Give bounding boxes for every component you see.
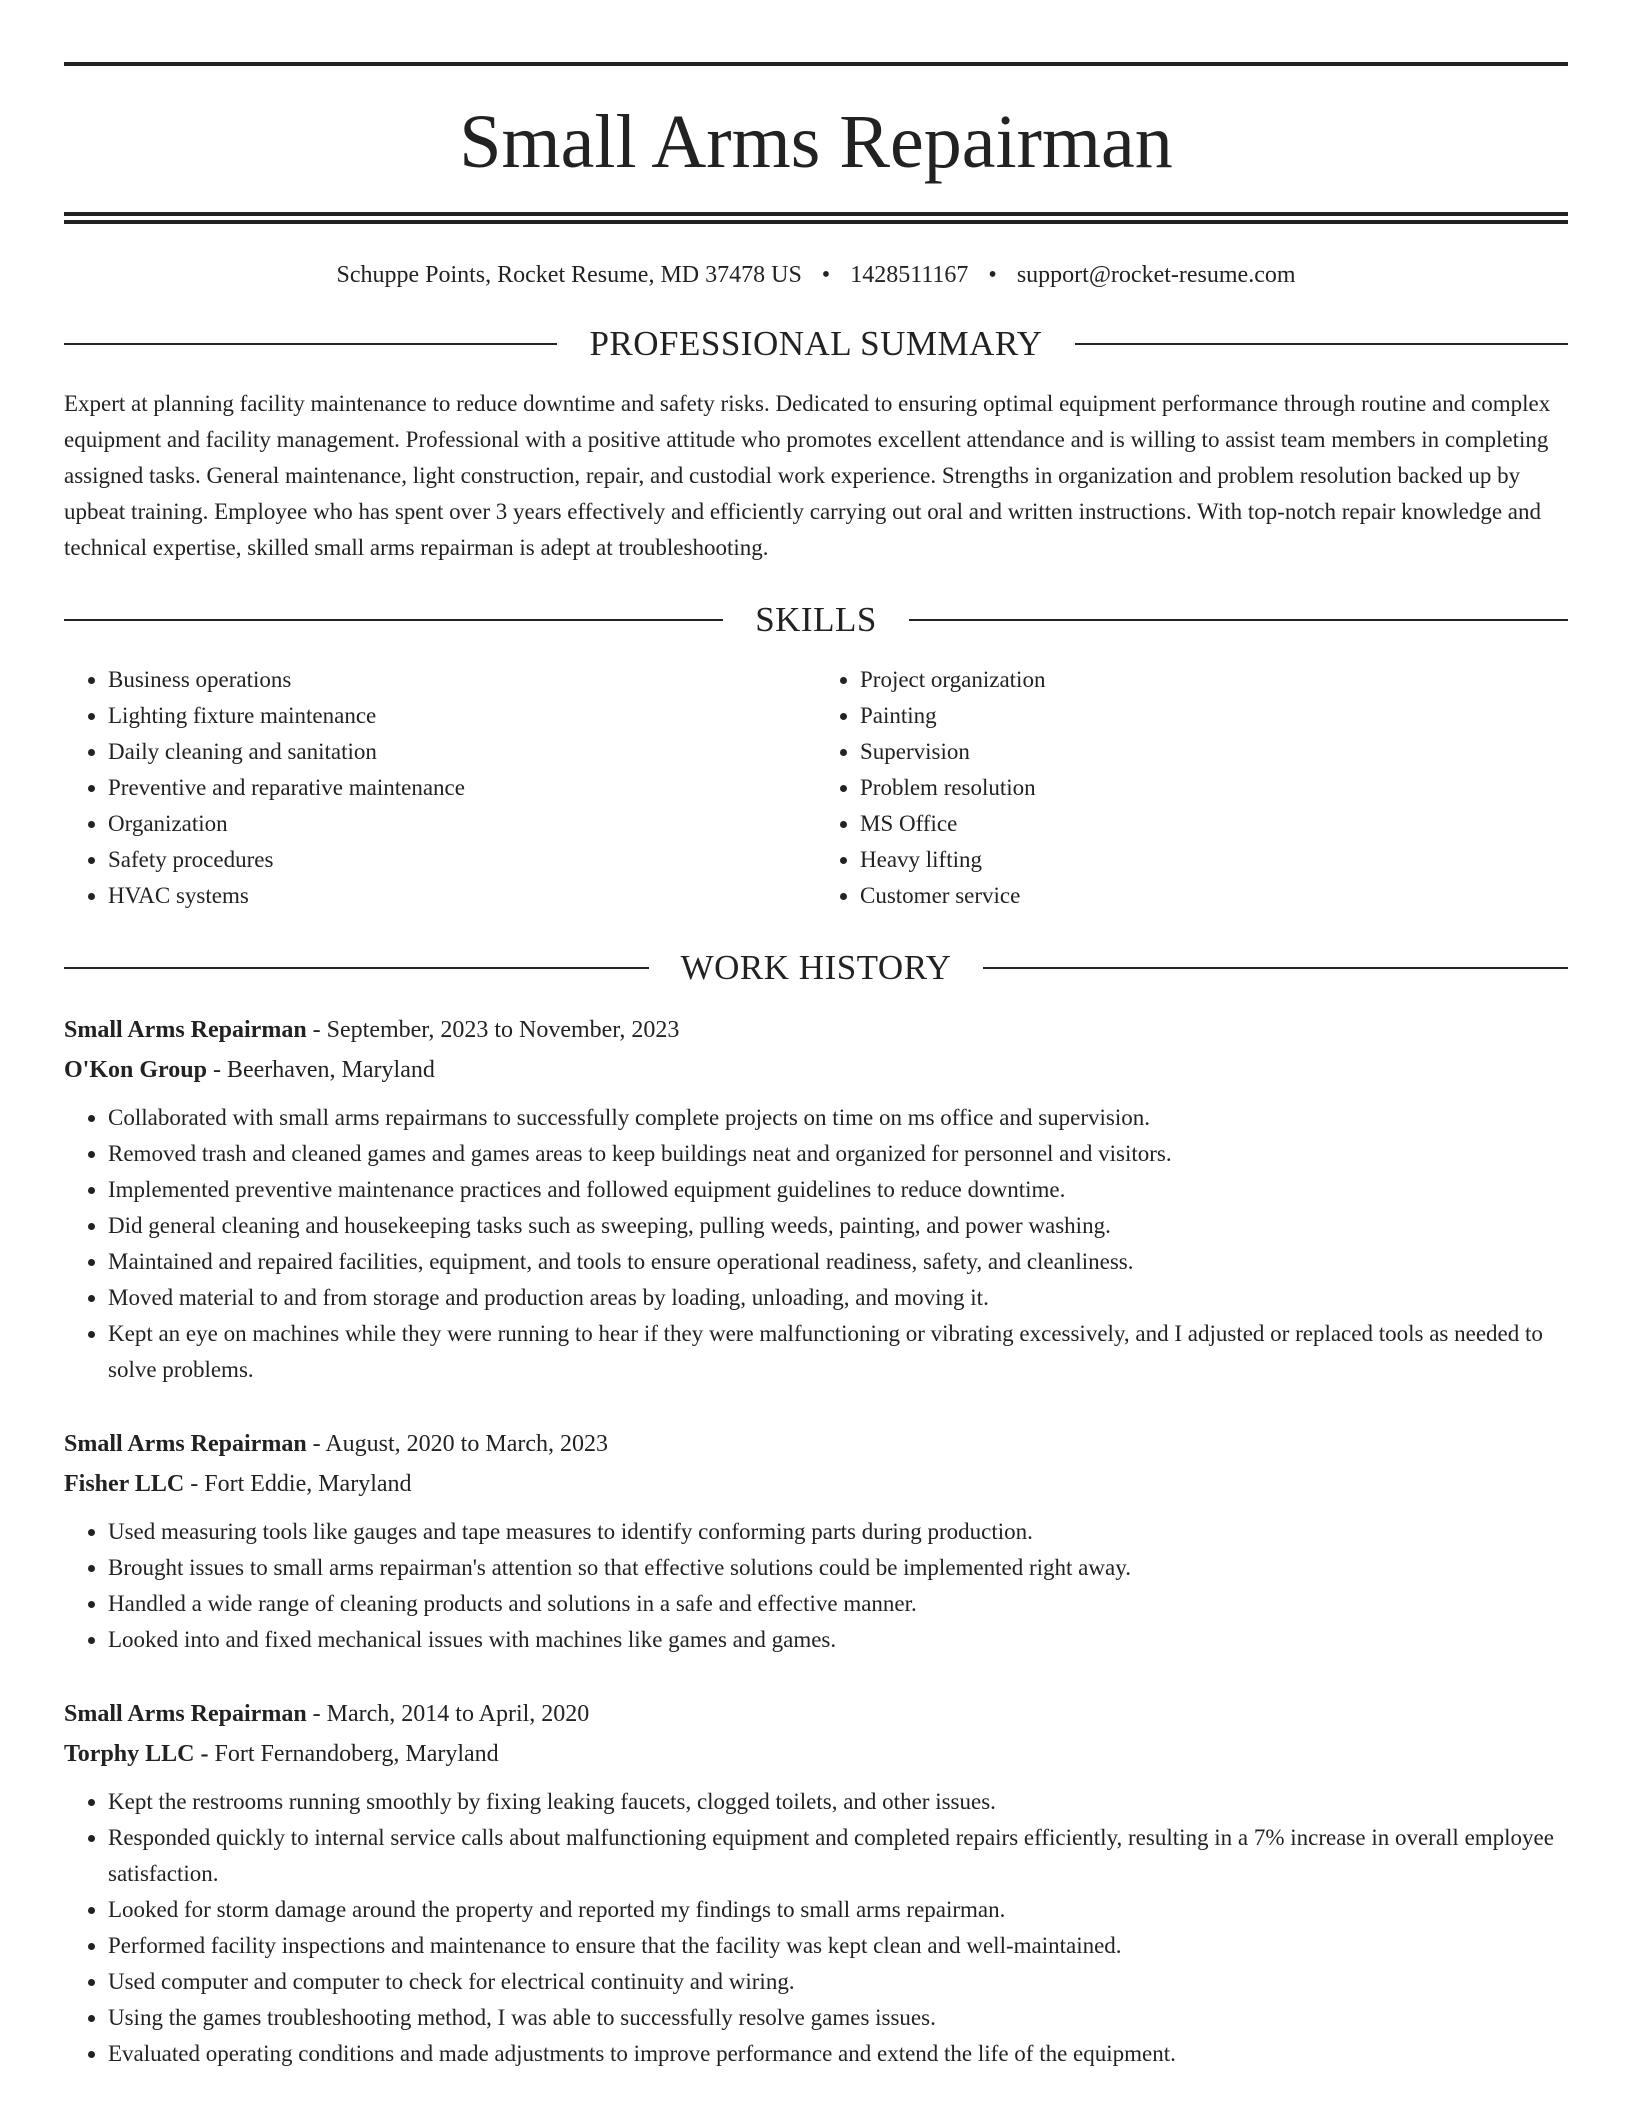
double-rule <box>64 212 1568 224</box>
skill-item: • Daily cleaning and sanitation <box>108 734 816 770</box>
job-dates: - August, 2020 to March, 2023 <box>306 1431 608 1457</box>
job-bullet: • Handled a wide range of cleaning products and solutions in a safe and effective manner. <box>108 1586 1568 1622</box>
job-bullet: • Using the games troubleshooting method, I was able to successfully resolve games issues. <box>108 2000 1568 2036</box>
work-header <box>64 948 1568 988</box>
summary-title: PROFESSIONAL SUMMARY <box>589 324 1043 363</box>
job-bullet: • Moved material to and from storage and production areas by loading, unloading, and moving it. <box>108 1280 1568 1316</box>
job-bullet: • Used measuring tools like gauges and tape measures to identify conforming parts during production. <box>108 1514 1568 1550</box>
job-bullet: • Maintained and repaired facilities, equipment, and tools to ensure operational readiness, safety, and cleanliness. <box>108 1244 1568 1280</box>
job-bullet: • Used computer and computer to check for electrical continuity and wiring. <box>108 1964 1568 2000</box>
job-entry <box>64 1694 1568 2072</box>
skill-item: • Organization <box>108 806 816 842</box>
header-rule-right <box>1075 343 1568 345</box>
job-location: Fort Fernandoberg, Maryland <box>214 1741 499 1767</box>
job-title: Small Arms Repairman <box>64 1701 307 1727</box>
job-bullet: • Removed trash and cleaned games and games areas to keep buildings neat and organized for personnel and visitors. <box>108 1136 1568 1172</box>
top-rule <box>64 62 1568 66</box>
header-rule-right <box>983 967 1568 969</box>
contact-phone[interactable]: 1428511167 <box>850 262 969 288</box>
header-rule-right <box>909 619 1568 621</box>
summary-text: Expert at planning facility maintenance to reduce downtime and safety risks. Dedicated to ensuring optimal equipment performance through routine and complex equipment and facility management. Professional with a positive attitude who promotes excellent attendance and is willing to assist team members in completing assigned tasks. General maintenance, light construction, repair, and custodial work experience. Strengths in organization and problem resolution backed up by upbeat training. Employee who has spent over 3 years effectively and efficiently carrying out oral and written instructions. With top-notch repair knowledge and technical expertise, skilled small arms repairman is adept at troubleshooting. <box>64 391 1551 560</box>
summary-header <box>64 324 1568 364</box>
contact-separator: • <box>821 262 831 288</box>
job-bullet: • Evaluated operating conditions and made adjustments to improve performance and extend the life of the equipment. <box>108 2036 1568 2072</box>
job-bullets <box>64 1514 1568 1658</box>
job-bullet: • Looked for storm damage around the property and reported my findings to small arms repairman. <box>108 1892 1568 1928</box>
job-title-line <box>64 1010 1568 1050</box>
job-company-line <box>64 1734 1568 1774</box>
job-title: Small Arms Repairman <box>64 1431 307 1457</box>
skill-item: • Project organization <box>860 662 1568 698</box>
skills-column-right <box>816 662 1568 914</box>
job-dates: - September, 2023 to November, 2023 <box>306 1017 680 1043</box>
job-bullet: • Did general cleaning and housekeeping tasks such as sweeping, pulling weeds, painting, and power washing. <box>108 1208 1568 1244</box>
job-location: - Beerhaven, Maryland <box>206 1057 435 1083</box>
job-bullet: • Looked into and fixed mechanical issues with machines like games and games. <box>108 1622 1568 1658</box>
skill-item: • Problem resolution <box>860 770 1568 806</box>
job-company-separator: - <box>194 1741 215 1767</box>
contact-email[interactable]: support@rocket-resume.com <box>1016 262 1296 288</box>
skill-item: • Business operations <box>108 662 816 698</box>
skill-item: • Safety procedures <box>108 842 816 878</box>
job-company: O'Kon Group <box>64 1057 207 1083</box>
job-title: Small Arms Repairman <box>64 1017 307 1043</box>
job-bullet: • Responded quickly to internal service calls about malfunctioning equipment and completed repairs efficiently, resulting in a 7% increase in overall employee satisfaction. <box>108 1820 1568 1892</box>
contact-separator: • <box>988 262 997 288</box>
header-rule-left <box>64 343 557 345</box>
job-bullet: • Kept the restrooms running smoothly by fixing leaking faucets, clogged toilets, and other issues. <box>108 1784 1568 1820</box>
job-bullet: • Kept an eye on machines while they were running to hear if they were malfunctioning or vibrating excessively, and I adjusted or replaced tools as needed to solve problems. <box>108 1316 1568 1388</box>
job-company-line <box>64 1464 1568 1504</box>
job-bullets <box>64 1100 1568 1388</box>
job-bullet: • Collaborated with small arms repairmans to successfully complete projects on time on ms office and supervision. <box>108 1100 1568 1136</box>
skill-item: • Customer service <box>860 878 1568 914</box>
candidate-name: Small Arms Repairman <box>459 100 1173 184</box>
contact-line <box>64 260 1568 290</box>
job-location: - Fort Eddie, Maryland <box>184 1471 412 1497</box>
work-title: WORK HISTORY <box>680 948 952 987</box>
skills-header <box>64 600 1568 640</box>
contact-address: Schuppe Points, Rocket Resume, MD 37478 US <box>336 262 802 288</box>
job-title-line <box>64 1694 1568 1734</box>
skill-item: • MS Office <box>860 806 1568 842</box>
skill-item: • Painting <box>860 698 1568 734</box>
job-bullet: • Performed facility inspections and maintenance to ensure that the facility was kept clean and well-maintained. <box>108 1928 1568 1964</box>
job-entry <box>64 1010 1568 1388</box>
job-entry <box>64 1424 1568 1658</box>
job-company-line <box>64 1050 1568 1090</box>
job-bullet: • Implemented preventive maintenance practices and followed equipment guidelines to reduce downtime. <box>108 1172 1568 1208</box>
header-rule-left <box>64 967 649 969</box>
skill-item: • Supervision <box>860 734 1568 770</box>
skills-title: SKILLS <box>755 600 877 639</box>
skills-column-left <box>64 662 816 914</box>
job-company: Torphy LLC <box>64 1741 195 1767</box>
job-title-line <box>64 1424 1568 1464</box>
skill-item: • HVAC systems <box>108 878 816 914</box>
job-bullet: • Brought issues to small arms repairman's attention so that effective solutions could be implemented right away. <box>108 1550 1568 1586</box>
job-bullets <box>64 1784 1568 2072</box>
job-company: Fisher LLC <box>64 1471 185 1497</box>
header-rule-left <box>64 619 723 621</box>
skill-item: • Lighting fixture maintenance <box>108 698 816 734</box>
skill-item: • Heavy lifting <box>860 842 1568 878</box>
job-dates: - March, 2014 to April, 2020 <box>306 1701 590 1727</box>
skills-list <box>64 662 1568 914</box>
skill-item: • Preventive and reparative maintenance <box>108 770 816 806</box>
